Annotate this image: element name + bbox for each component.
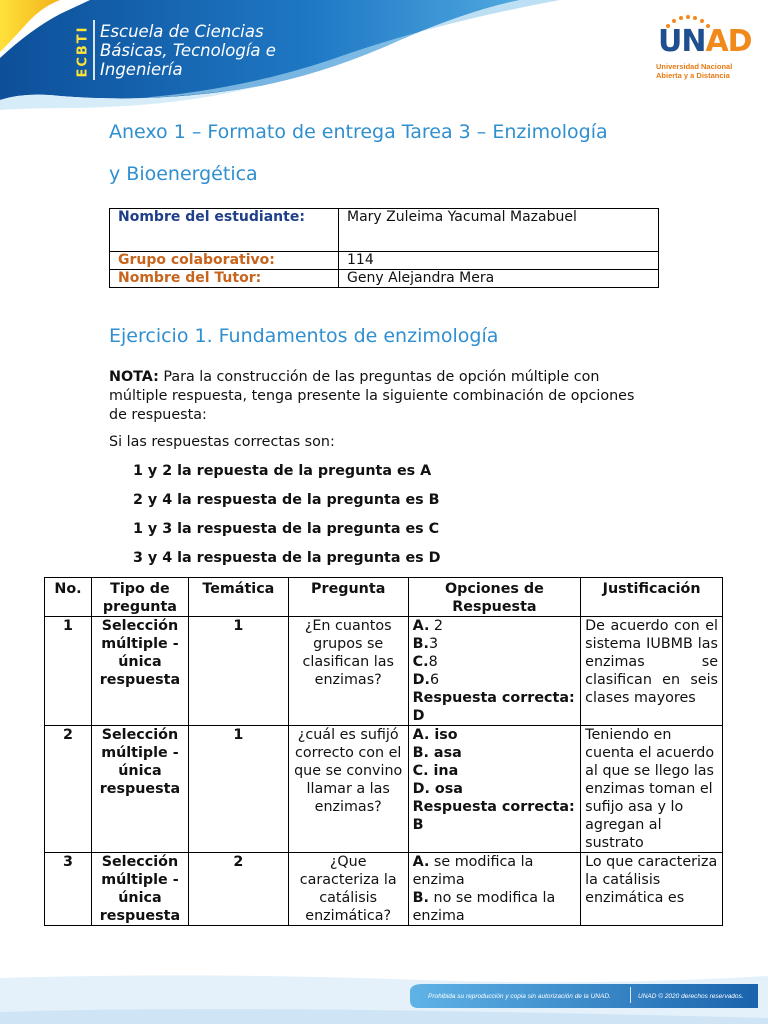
footer-copyright: UNAD © 2020 derechos reservados. xyxy=(638,993,744,1000)
cell-no: 1 xyxy=(45,617,92,726)
tutor-label: Nombre del Tutor: xyxy=(110,270,339,288)
group-row xyxy=(110,252,659,270)
document-title-line-1: Anexo 1 – Formato de entrega Tarea 3 – Enzimología xyxy=(109,121,608,143)
tutor-value: Geny Alejandra Mera xyxy=(339,270,659,288)
school-name-line-2: Básicas, Tecnología e xyxy=(100,41,276,60)
header-opciones: Opciones de Respuesta xyxy=(408,578,581,617)
ecbti-acronym: ECBTI xyxy=(75,24,91,78)
option-line: A. iso xyxy=(412,727,458,743)
header-no: No. xyxy=(45,578,92,617)
student-name-row xyxy=(110,209,659,252)
answer-rule: 3 y 4 la respuesta de la pregunta es D xyxy=(133,550,441,566)
option-line: A. se modifica la enzima xyxy=(412,854,534,888)
cell-tematica: 2 xyxy=(188,853,288,926)
table-row xyxy=(45,853,723,926)
tutor-row xyxy=(110,270,659,288)
option-line: C. ina xyxy=(412,763,459,779)
student-name-label: Nombre del estudiante: xyxy=(110,209,339,252)
unad-logo xyxy=(656,14,752,84)
table-row xyxy=(45,726,723,853)
note-intro: Si las respuestas correctas son: xyxy=(109,434,335,450)
document-title-line-2: y Bioenergética xyxy=(109,163,258,185)
student-name-value: Mary Zuleima Yacumal Mazabuel xyxy=(339,209,659,252)
answer-rule: 1 y 2 la repuesta de la pregunta es A xyxy=(133,463,432,479)
header-divider xyxy=(93,20,95,80)
cell-pregunta: ¿cuál es sufijó correcto con el que se convino llamar a las enzimas? xyxy=(288,726,408,853)
cell-opciones xyxy=(408,853,581,926)
option-line: B.3 xyxy=(412,636,439,652)
option-line: A. 2 xyxy=(412,618,444,634)
cell-tipo: Selección múltiple - única respuesta xyxy=(91,617,188,726)
group-label: Grupo colaborativo: xyxy=(110,252,339,270)
answer-rule: 1 y 3 la respuesta de la pregunta es C xyxy=(133,521,440,537)
unad-subtitle-2: Abierta y a Distancia xyxy=(656,71,730,80)
cell-justificacion: Lo que caracteriza la catálisis enzimática es xyxy=(581,853,723,926)
unad-subtitle-1: Universidad Nacional xyxy=(656,62,733,71)
header-tipo: Tipo de pregunta xyxy=(91,578,188,617)
student-info-table xyxy=(109,208,659,288)
note-text: Para la construcción de las preguntas de opción múltiple con múltiple respuesta, tenga presente la siguiente combinación de opciones de respuesta: xyxy=(109,369,635,423)
option-line: D.6 xyxy=(412,672,440,688)
group-value: 114 xyxy=(339,252,659,270)
page-footer xyxy=(0,968,768,1024)
cell-justificacion: Teniendo en cuenta el acuerdo al que se llego las enzimas toman el sufijo asa y lo agregan al sustrato xyxy=(581,726,723,853)
school-name-line-3: Ingeniería xyxy=(100,60,183,79)
questions-table xyxy=(44,577,723,926)
correct-answer: Respuesta correcta: D xyxy=(412,690,575,724)
option-line: B. no se modifica la enzima xyxy=(412,890,556,924)
cell-no: 2 xyxy=(45,726,92,853)
cell-tipo: Selección múltiple - única respuesta xyxy=(91,726,188,853)
cell-justificacion: De acuerdo con el sistema IUBMB las enzimas se clasifican en seis clases mayores xyxy=(581,617,723,726)
correct-answer: Respuesta correcta: B xyxy=(412,799,575,833)
table-header-row xyxy=(45,578,723,617)
cell-tematica: 1 xyxy=(188,726,288,853)
unad-wordmark: UNAD xyxy=(658,24,752,59)
cell-pregunta: ¿En cuantos grupos se clasifican las enzimas? xyxy=(288,617,408,726)
table-row xyxy=(45,617,723,726)
note-paragraph xyxy=(109,368,649,425)
cell-opciones xyxy=(408,617,581,726)
cell-tipo: Selección múltiple - única respuesta xyxy=(91,853,188,926)
header-justificacion: Justificación xyxy=(581,578,723,617)
exercise-title: Ejercicio 1. Fundamentos de enzimología xyxy=(109,325,499,347)
option-line: D. osa xyxy=(412,781,463,797)
footer-notice: Prohibida su reproducción y copia sin autorización de la UNAD. xyxy=(428,993,611,1000)
option-line: C.8 xyxy=(412,654,438,670)
page-header xyxy=(0,0,768,110)
school-name xyxy=(100,22,276,79)
cell-pregunta: ¿Que caracteriza la catálisis enzimática? xyxy=(288,853,408,926)
answer-rule: 2 y 4 la respuesta de la pregunta es B xyxy=(133,492,440,508)
cell-opciones xyxy=(408,726,581,853)
school-name-line-1: Escuela de Ciencias xyxy=(100,22,264,41)
note-label: NOTA: xyxy=(109,369,159,385)
option-line: B. asa xyxy=(412,745,462,761)
cell-no: 3 xyxy=(45,853,92,926)
cell-tematica: 1 xyxy=(188,617,288,726)
header-pregunta: Pregunta xyxy=(288,578,408,617)
header-tematica: Temática xyxy=(188,578,288,617)
